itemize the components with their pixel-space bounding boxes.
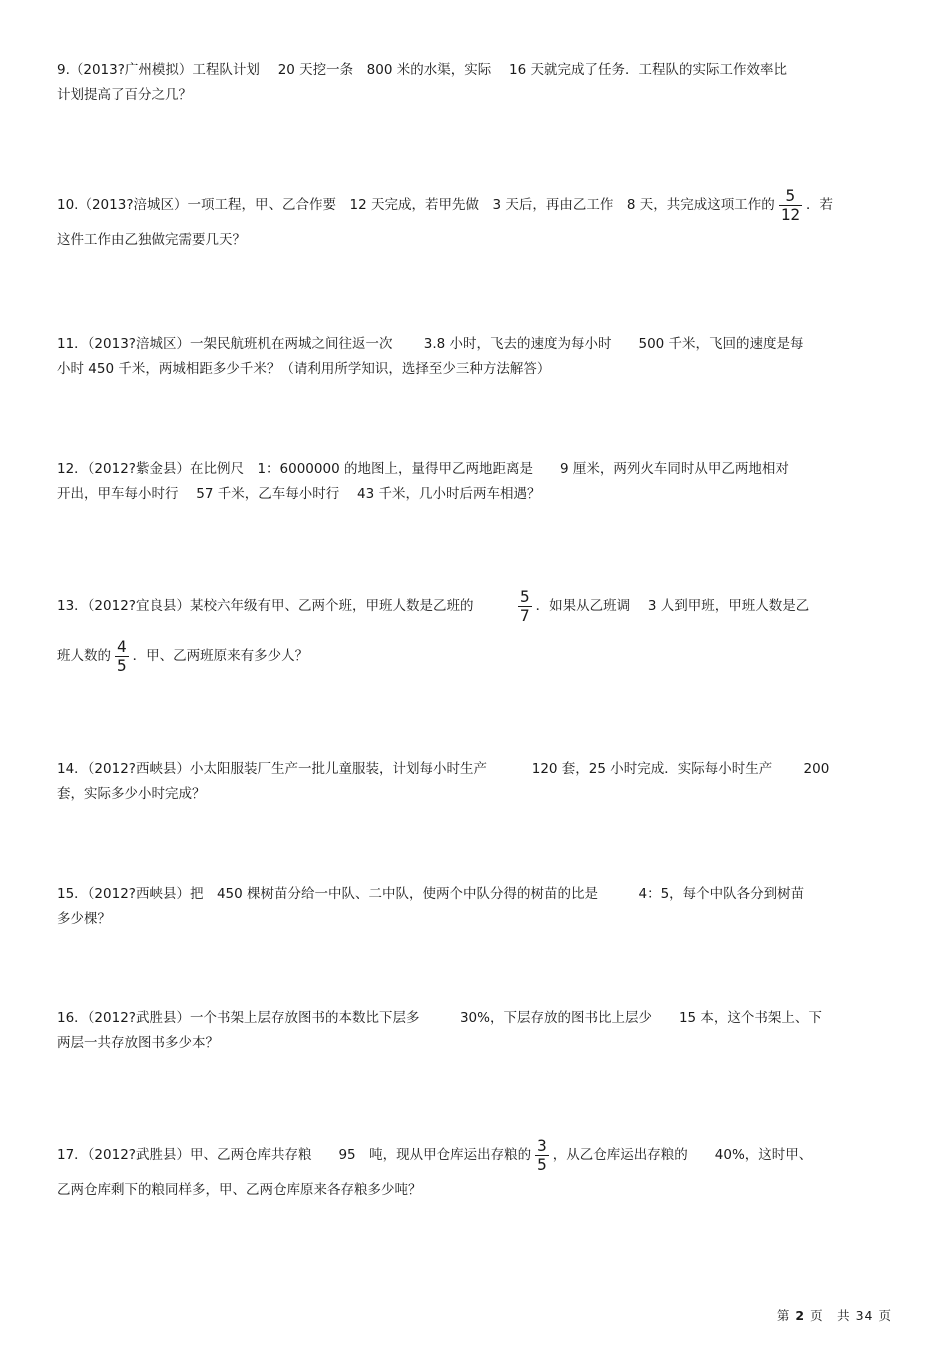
problem-12-line-2: 开出，甲车每小时行 57 千米，乙车每小时行 43 千米，几小时后两车相遇？ [57,486,541,502]
problem-10-fraction [779,187,802,224]
problem-12-line-1: 12．（2012?紫金县）在比例尺 1：6000000 的地图上，量得甲乙两地距离是 9 厘米，两列火车同时从甲乙两地相对 [57,461,789,477]
problem-13-text-line2-post: ．甲、乙两班原来有多少人？ [132,648,309,664]
problem-13-text-line2-pre: 班人数的 [57,648,111,664]
problem-11-line-1: 11．（2013?涪城区）一架民航班机在两城之间往返一次 3.8 小时，飞去的速度为每小时 500 千米，飞回的速度是每 [57,336,804,352]
problem-13-fraction-1 [518,588,532,625]
problem-16-line-2: 两层一共存放图书多少本？ [57,1035,219,1051]
problem-9 [57,58,902,108]
footer-total-pages: 34 [855,1308,874,1323]
problem-10-line-1 [57,182,902,228]
problem-9-line-2: 计划提高了百分之几？ [57,87,192,103]
problem-16 [57,1006,902,1056]
problem-17-text-pre: 17．（2012?武胜县）甲、乙两仓库共存粮 95 吨，现从甲仓库运出存粮的 [57,1147,532,1163]
problem-10 [57,182,902,253]
problem-13-line-1 [57,584,902,628]
problem-12 [57,457,902,507]
problem-17-text-post: ，从乙仓库运出存粮的 40%，这时甲、 [552,1147,813,1163]
fraction-numerator: 5 [785,185,796,205]
problem-13-line-2 [57,628,902,684]
problem-11 [57,332,902,382]
fraction-denominator: 7 [519,605,530,625]
problem-13 [57,584,902,684]
footer-middle: 页 共 [810,1308,851,1323]
problem-15 [57,882,902,932]
problem-17-fraction [535,1137,549,1174]
footer-suffix: 页 [878,1308,892,1323]
footer-prefix: 第 [776,1308,791,1323]
problem-14 [57,757,902,807]
problem-14-line-2: 套，实际多少小时完成？ [57,786,206,802]
problem-10-text-pre: 10.（2013?涪城区）一项工程，甲、乙合作要 12 天完成，若甲先做 3 天后，再由乙工作 8 天，共完成这项工作的 [57,197,775,213]
fraction-numerator: 5 [519,586,530,606]
footer-page-number: 2 [795,1308,806,1323]
problem-15-line-1: 15．（2012?西峡县）把 450 棵树苗分给一中队、二中队，使两个中队分得的树苗的比是 4：5，每个中队各分到树苗 [57,886,805,902]
fraction-denominator: 5 [537,1154,547,1174]
problem-10-text-post: ．若 [806,197,833,213]
problem-17-line-1 [57,1132,902,1178]
page-footer [777,1306,892,1324]
problem-13-fraction-2 [115,638,129,675]
problem-13-text-mid: ．如果从乙班调 3 人到甲班，甲班人数是乙 [535,598,810,614]
problem-11-line-2: 小时 450 千米，两城相距多少千米？（请利用所学知识，选择至少三种方法解答） [57,361,551,377]
problem-16-line-1: 16．（2012?武胜县）一个书架上层存放图书的本数比下层多 30%，下层存放的图书比上层少 15 本，这个书架上、下 [57,1010,822,1026]
problem-10-line-2: 这件工作由乙独做完需要几天？ [57,232,246,248]
fraction-numerator: 3 [537,1135,547,1155]
fraction-denominator: 5 [117,655,127,675]
problem-15-line-2: 多少棵？ [57,911,111,927]
problem-14-line-1: 14．（2012?西峡县）小太阳服装厂生产一批儿童服装，计划每小时生产 120 套，25 小时完成．实际每小时生产 200 [57,761,830,777]
problem-17-line-2: 乙两仓库剩下的粮同样多，甲、乙两仓库原来各存粮多少吨？ [57,1182,422,1198]
problem-13-text-pre: 13．（2012?宜良县）某校六年级有甲、乙两个班，甲班人数是乙班的 [57,598,514,614]
fraction-numerator: 4 [117,636,127,656]
fraction-denominator: 12 [780,204,800,224]
problem-9-line-1: 9.（2013?广州模拟）工程队计划 20 天挖一条 800 米的水渠，实际 16 天就完成了任务．工程队的实际工作效率比 [57,62,787,78]
problem-17 [57,1132,902,1203]
